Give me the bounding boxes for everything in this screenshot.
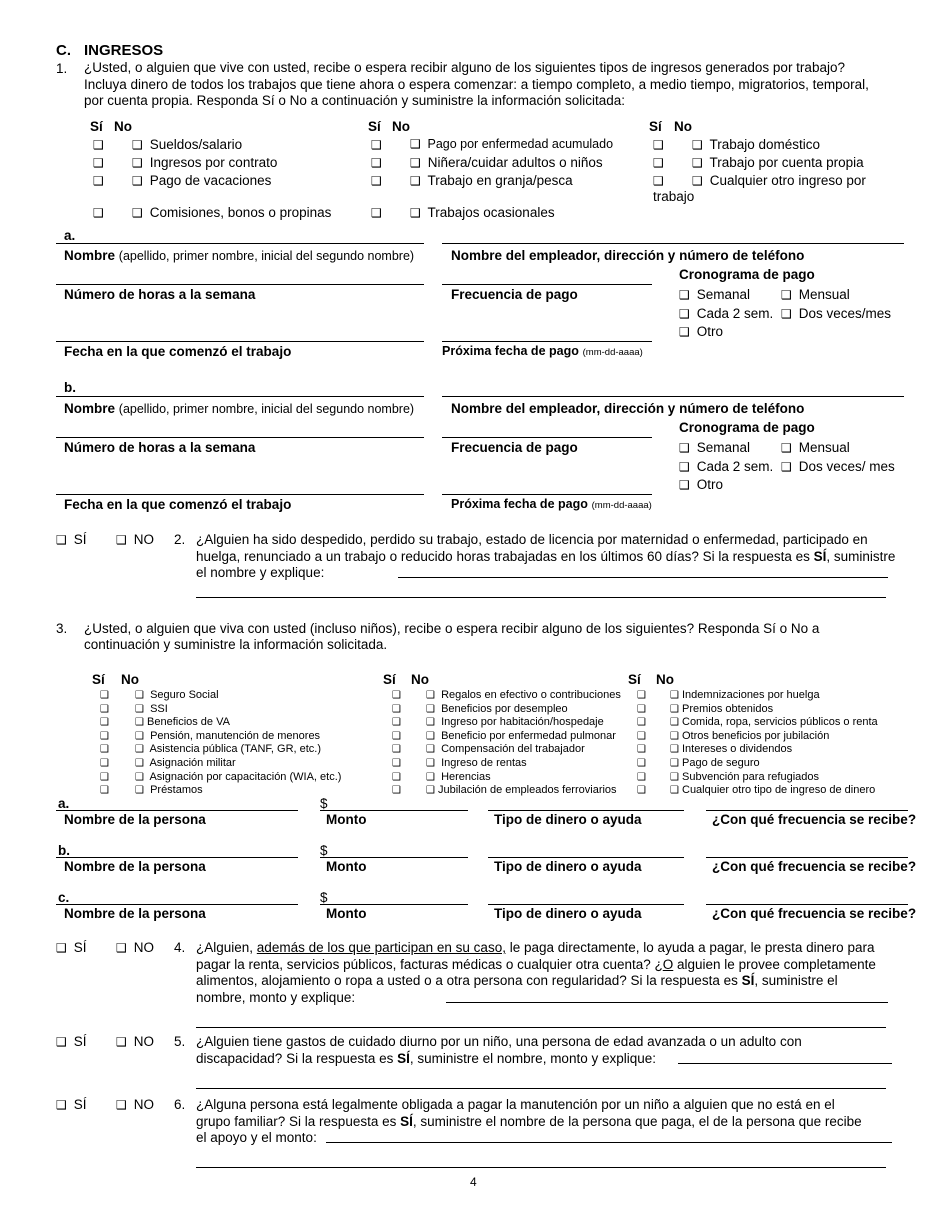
checkbox-icon[interactable]: ❑ <box>56 1098 67 1112</box>
checkbox-icon[interactable]: ❑ <box>135 771 144 783</box>
checkbox-icon[interactable]: ❑ <box>637 771 646 783</box>
checkbox-icon[interactable]: ❑ <box>426 717 435 729</box>
section-title: INGRESOS <box>84 42 164 59</box>
checkbox-icon[interactable]: ❑ <box>637 690 646 701</box>
money-b-amount-line[interactable] <box>320 857 468 858</box>
checkbox-icon[interactable]: ❑ <box>426 757 435 769</box>
checkbox-icon[interactable]: ❑ <box>426 690 435 701</box>
checkbox-icon[interactable]: ❑ <box>392 717 401 729</box>
money-b-letter: b. <box>58 843 70 858</box>
q3-col2-yes-header: Sí <box>383 672 396 687</box>
yes-checkbox-icon[interactable]: ❑ <box>371 156 382 170</box>
q1-item-label-cont: trabajo <box>653 189 695 204</box>
checkbox-icon[interactable]: ❑ <box>637 730 646 742</box>
checkbox-icon[interactable]: ❑ <box>426 703 435 715</box>
job-b-twice-option[interactable]: ❑ Dos veces/ mes <box>781 459 895 474</box>
q6-answer-line-1[interactable] <box>326 1142 892 1143</box>
job-a-twice-option[interactable]: ❑ Dos veces/mes <box>781 306 892 321</box>
money-c-amount-label: Monto <box>326 906 367 921</box>
money-b-freq-line[interactable] <box>706 857 908 858</box>
q6-text: ¿Alguna persona está legalmente obligada a pagar la manutención por un niño a alguien que no está en el grupo familiar? Si la respuesta es SÍ, suministre el nombre de la persona que paga, el de la persona que recibe el apoyo y el monto: <box>196 1097 862 1145</box>
q1-number: 1. <box>56 61 68 76</box>
no-checkbox-icon[interactable]: ❑ <box>132 156 143 170</box>
q5-text: ¿Alguien tiene gastos de cuidado diurno por un niño, una persona de edad avanzada o un adulto con discapacidad? Si la respuesta es SÍ, suministre el nombre, monto y explique: <box>196 1034 802 1066</box>
checkbox-icon[interactable]: ❑ <box>670 717 679 729</box>
q3-col1-yes-header: Sí <box>92 672 105 687</box>
checkbox-icon[interactable]: ❑ <box>781 441 792 455</box>
job-a-next-field[interactable]: Próxima fecha de pago (mm-dd-aaaa) <box>442 344 643 358</box>
checkbox-icon[interactable]: ❑ <box>56 1035 67 1049</box>
q4-no-option[interactable]: ❑ NO <box>116 940 155 955</box>
no-checkbox-icon[interactable]: ❑ <box>132 138 143 152</box>
q1-col1-no-header: No <box>114 119 132 134</box>
q3-col3-yes-header: Sí <box>628 672 641 687</box>
money-c-freq-label: ¿Con qué frecuencia se recibe? <box>712 906 917 921</box>
job-a-letter: a. <box>64 228 76 243</box>
checkbox-icon[interactable]: ❑ <box>670 703 679 715</box>
checkbox-icon[interactable]: ❑ <box>679 460 690 474</box>
q4-yes-option[interactable]: ❑ SÍ <box>56 940 87 955</box>
money-c-person-line[interactable] <box>56 904 298 905</box>
job-b-schedule-label: Cronograma de pago <box>679 420 815 435</box>
checkbox-icon[interactable]: ❑ <box>679 441 690 455</box>
job-b-monthly-option[interactable]: ❑ Mensual <box>781 440 850 455</box>
job-a-biweekly-option[interactable]: ❑ Cada 2 sem. <box>679 306 774 321</box>
q1-col1-yes-header: Sí <box>90 119 103 134</box>
q6-yes-option[interactable]: ❑ SÍ <box>56 1097 87 1112</box>
job-b-other-option[interactable]: ❑ Otro <box>679 477 724 492</box>
checkbox-icon[interactable]: ❑ <box>116 1098 127 1112</box>
checkbox-icon[interactable]: ❑ <box>426 744 435 756</box>
no-checkbox-icon[interactable]: ❑ <box>410 156 421 170</box>
job-a-start-field[interactable]: Fecha en la que comenzó el trabajo <box>64 344 292 359</box>
checkbox-icon[interactable]: ❑ <box>670 771 679 783</box>
checkbox-icon[interactable]: ❑ <box>637 757 646 769</box>
checkbox-icon[interactable]: ❑ <box>100 744 109 756</box>
money-b-person-label: Nombre de la persona <box>64 859 206 874</box>
money-c-amount-line[interactable] <box>320 904 468 905</box>
q3-col1-no-header: No <box>121 672 139 687</box>
q2-no-option[interactable]: ❑ NO <box>116 532 155 547</box>
q1-item-label: Trabajo por cuenta propia <box>709 155 864 170</box>
checkbox-icon[interactable]: ❑ <box>637 785 646 797</box>
q1-item-label: Trabajos ocasionales <box>427 205 555 220</box>
checkbox-icon[interactable]: ❑ <box>100 730 109 742</box>
q5-yes-option[interactable]: ❑ SÍ <box>56 1034 87 1049</box>
checkbox-icon[interactable]: ❑ <box>670 744 679 756</box>
q3-col1-yes-boxes <box>100 689 112 798</box>
no-checkbox-icon[interactable]: ❑ <box>410 174 421 188</box>
q1-col3-no-header: No <box>674 119 692 134</box>
money-a-type-label: Tipo de dinero o ayuda <box>494 812 642 827</box>
checkbox-icon[interactable]: ❑ <box>392 771 401 783</box>
job-b-name-field[interactable] <box>64 401 414 418</box>
job-a-hours-field[interactable]: Número de horas a la semana <box>64 287 256 302</box>
checkbox-icon[interactable]: ❑ <box>135 690 144 701</box>
q1-item-label: Trabajo doméstico <box>709 137 821 152</box>
checkbox-icon[interactable]: ❑ <box>392 690 401 701</box>
q1-item-label: Pago por enfermedad acumulado <box>427 137 614 151</box>
section-letter: C. <box>56 42 71 59</box>
money-c-type-label: Tipo de dinero o ayuda <box>494 906 642 921</box>
yes-checkbox-icon[interactable]: ❑ <box>93 138 104 152</box>
q1-text: ¿Usted, o alguien que vive con usted, recibe o espera recibir alguno de los siguientes tipos de ingresos generados por trabajo? Incluya dinero de todos los trabajos que tiene ahora o espera comenzar: a tiempo completo, a medio tiempo, migratorios, temporal, por cuenta propia. Responda Sí o No a continuación y suministre la información solicitada: <box>84 60 869 108</box>
job-b-next-field[interactable]: Próxima fecha de pago (mm-dd-aaaa) <box>451 497 652 511</box>
no-checkbox-icon[interactable]: ❑ <box>692 156 703 170</box>
checkbox-icon[interactable]: ❑ <box>670 785 679 797</box>
checkbox-icon[interactable]: ❑ <box>426 771 435 783</box>
checkbox-icon[interactable]: ❑ <box>100 757 109 769</box>
yes-checkbox-icon[interactable]: ❑ <box>93 206 104 220</box>
checkbox-icon[interactable]: ❑ <box>670 730 679 742</box>
q5-answer-line-2[interactable] <box>196 1088 886 1089</box>
q1-item-label: Trabajo en granja/pesca <box>427 173 573 188</box>
q3-col2-yes-boxes <box>392 689 404 798</box>
no-checkbox-icon[interactable]: ❑ <box>132 174 143 188</box>
money-b-amount-label: Monto <box>326 859 367 874</box>
checkbox-icon[interactable]: ❑ <box>679 307 690 321</box>
no-checkbox-icon[interactable]: ❑ <box>132 206 143 220</box>
q4-answer-line-1[interactable] <box>446 1002 888 1003</box>
job-b-weekly-option[interactable]: ❑ Semanal <box>679 440 751 455</box>
money-b-type-label: Tipo de dinero o ayuda <box>494 859 642 874</box>
checkbox-icon[interactable]: ❑ <box>100 717 109 729</box>
q4-number: 4. <box>174 940 186 955</box>
q1-col2-yes-header: Sí <box>368 119 381 134</box>
money-a-person-line[interactable] <box>56 810 298 811</box>
yes-checkbox-icon[interactable]: ❑ <box>371 206 382 220</box>
checkbox-icon[interactable]: ❑ <box>637 703 646 715</box>
checkbox-icon[interactable]: ❑ <box>637 717 646 729</box>
checkbox-icon[interactable]: ❑ <box>56 533 67 547</box>
q4-answer-line-2[interactable] <box>196 1027 886 1028</box>
money-a-person-label: Nombre de la persona <box>64 812 206 827</box>
q3-col3-yes-boxes <box>637 689 649 798</box>
money-a-freq-line[interactable] <box>706 810 908 811</box>
yes-checkbox-icon[interactable]: ❑ <box>93 156 104 170</box>
job-b-letter: b. <box>64 380 76 395</box>
yes-checkbox-icon[interactable]: ❑ <box>653 156 664 170</box>
job-b-employer-field[interactable]: Nombre del empleador, dirección y número de teléfono <box>451 401 805 416</box>
checkbox-icon[interactable]: ❑ <box>56 941 67 955</box>
q6-no-option[interactable]: ❑ NO <box>116 1097 155 1112</box>
q1-row <box>93 137 107 154</box>
q2-answer-line-1[interactable] <box>398 577 888 578</box>
checkbox-icon[interactable]: ❑ <box>135 730 144 742</box>
money-b-type-line[interactable] <box>488 857 684 858</box>
q1-item-label: Pago de vacaciones <box>149 173 272 188</box>
name-label: Nombre <box>64 401 116 416</box>
money-a-amount-line[interactable] <box>320 810 468 811</box>
money-c-person-label: Nombre de la persona <box>64 906 206 921</box>
money-b-dollar: $ <box>320 843 328 858</box>
job-a-other-option[interactable]: ❑ Otro <box>679 324 724 339</box>
checkbox-icon[interactable]: ❑ <box>135 785 144 797</box>
yes-checkbox-icon[interactable]: ❑ <box>653 138 664 152</box>
checkbox-icon[interactable]: ❑ <box>100 785 109 797</box>
yes-checkbox-icon[interactable]: ❑ <box>371 138 382 152</box>
money-b-freq-label: ¿Con qué frecuencia se recibe? <box>712 859 917 874</box>
checkbox-icon[interactable]: ❑ <box>135 757 144 769</box>
checkbox-icon[interactable]: ❑ <box>100 690 109 701</box>
yes-checkbox-icon[interactable]: ❑ <box>93 174 104 188</box>
job-b-biweekly-option[interactable]: ❑ Cada 2 sem. <box>679 459 774 474</box>
q1-col3-yes-header: Sí <box>649 119 662 134</box>
q2-answer-line-2[interactable] <box>196 597 886 598</box>
checkbox-icon[interactable]: ❑ <box>100 703 109 715</box>
q3-number: 3. <box>56 621 68 636</box>
checkbox-icon[interactable]: ❑ <box>116 941 127 955</box>
q1-item-label: Cualquier otro ingreso por <box>709 173 866 188</box>
q3-col3-no-header: No <box>656 672 674 687</box>
money-c-freq-line[interactable] <box>706 904 908 905</box>
no-checkbox-icon[interactable]: ❑ <box>410 137 421 151</box>
checkbox-icon[interactable]: ❑ <box>781 288 792 302</box>
money-a-freq-label: ¿Con qué frecuencia se recibe? <box>712 812 917 827</box>
money-b-person-line[interactable] <box>56 857 298 858</box>
q1-row-no <box>132 137 242 154</box>
q3-col1-items: ❑ Seguro Social ❑ SSI ❑ Beneficios de VA ❑ Pensión, manutención de menores ❑ Asistencia pública (TANF, GR, etc.) ❑ Asignación militar ❑ Asignación por capacitación (WIA, etc.) ❑ Préstamos <box>135 689 342 797</box>
checkbox-icon[interactable]: ❑ <box>679 288 690 302</box>
q5-answer-line-1[interactable] <box>678 1063 892 1064</box>
q5-number: 5. <box>174 1034 186 1049</box>
q3-col3-items: ❑ Indemnizaciones por huelga ❑ Premios obtenidos ❑ Comida, ropa, servicios públicos o renta ❑ Otros beneficios por jubilación ❑ Intereses o dividendos ❑ Pago de seguro ❑ Subvención para refugiados ❑ Cualquier otro tipo de ingreso de dinero <box>670 689 878 797</box>
checkbox-icon[interactable]: ❑ <box>392 730 401 742</box>
checkbox-icon[interactable]: ❑ <box>116 533 127 547</box>
q2-yes-option[interactable]: ❑ SÍ <box>56 532 87 547</box>
q2-text: ¿Alguien ha sido despedido, perdido su trabajo, estado de licencia por maternidad o enfermedad, participado en huelga, renunciado a un trabajo o reducido horas trabajadas en los últimos 60 días? Si la respuesta es SÍ, suministre el nombre y explique: <box>196 532 896 580</box>
no-checkbox-icon[interactable]: ❑ <box>692 138 703 152</box>
checkbox-icon[interactable]: ❑ <box>670 757 679 769</box>
q1-item-label: Comisiones, bonos o propinas <box>149 205 332 220</box>
q1-item-label: Ingresos por contrato <box>149 155 278 170</box>
yes-checkbox-icon[interactable]: ❑ <box>653 174 664 188</box>
money-c-type-line[interactable] <box>488 904 684 905</box>
money-c-letter: c. <box>58 890 70 905</box>
checkbox-icon[interactable]: ❑ <box>392 757 401 769</box>
q6-answer-line-2[interactable] <box>196 1167 886 1168</box>
job-b-hours-field[interactable]: Número de horas a la semana <box>64 440 256 455</box>
checkbox-icon[interactable]: ❑ <box>392 785 401 797</box>
q1-item-label: Sueldos/salario <box>149 137 243 152</box>
q6-number: 6. <box>174 1097 186 1112</box>
money-c-dollar: $ <box>320 890 328 905</box>
name-hint: (apellido, primer nombre, inicial del segundo nombre) <box>118 249 415 263</box>
q3-col2-items: ❑ Regalos en efectivo o contribuciones ❑ Beneficios por desempleo ❑ Ingreso por habitación/hospedaje ❑ Beneficio por enfermedad pulmonar ❑ Compensación del trabajador ❑ Ingreso de rentas ❑ Herencias ❑ Jubilación de empleados ferroviarios <box>426 689 621 797</box>
checkbox-icon[interactable]: ❑ <box>135 703 144 715</box>
job-a-monthly-option[interactable]: ❑ Mensual <box>781 287 850 302</box>
q1-item-label: Niñera/cuidar adultos o niños <box>427 155 603 170</box>
page-number: 4 <box>470 1175 477 1189</box>
q3-text: ¿Usted, o alguien que viva con usted (incluso niños), recibe o espera recibir alguno de los siguientes? Responda Sí o No a continuación y suministre la información solicitada. <box>84 621 820 652</box>
checkbox-icon[interactable]: ❑ <box>426 785 435 797</box>
q5-no-option[interactable]: ❑ NO <box>116 1034 155 1049</box>
checkbox-icon[interactable]: ❑ <box>100 771 109 783</box>
q2-number: 2. <box>174 532 186 547</box>
checkbox-icon[interactable]: ❑ <box>637 744 646 756</box>
money-a-type-line[interactable] <box>488 810 684 811</box>
checkbox-icon[interactable]: ❑ <box>426 730 435 742</box>
no-checkbox-icon[interactable]: ❑ <box>410 206 421 220</box>
checkbox-icon[interactable]: ❑ <box>392 703 401 715</box>
checkbox-icon[interactable]: ❑ <box>670 690 679 701</box>
no-checkbox-icon[interactable]: ❑ <box>692 174 703 188</box>
money-a-dollar: $ <box>320 796 328 811</box>
job-b-freq-field[interactable]: Frecuencia de pago <box>451 440 578 455</box>
q4-text: ¿Alguien, además de los que participan en su caso, le paga directamente, lo ayuda a pagar, le presta dinero para pagar la renta, servicios públicos, facturas médicas o cualquier otra cuenta? ¿O alguien le provee completamente alimentos, alojamiento o ropa a usted o a otra persona con regularidad? Si la respuesta es SÍ, suministre el nombre, monto y explique: <box>196 940 876 1005</box>
yes-checkbox-icon[interactable]: ❑ <box>371 174 382 188</box>
checkbox-icon[interactable]: ❑ <box>679 478 690 492</box>
name-hint: (apellido, primer nombre, inicial del segundo nombre) <box>118 402 415 416</box>
checkbox-icon[interactable]: ❑ <box>392 744 401 756</box>
name-label: Nombre <box>64 248 116 263</box>
job-a-employer-field[interactable]: Nombre del empleador, dirección y número de teléfono <box>451 248 805 263</box>
checkbox-icon[interactable]: ❑ <box>135 717 144 729</box>
checkbox-icon[interactable]: ❑ <box>781 460 792 474</box>
money-a-letter: a. <box>58 796 70 811</box>
job-a-schedule-label: Cronograma de pago <box>679 267 815 282</box>
q1-col2-no-header: No <box>392 119 410 134</box>
job-a-name-field[interactable] <box>64 248 414 265</box>
money-a-amount-label: Monto <box>326 812 367 827</box>
job-b-start-field[interactable]: Fecha en la que comenzó el trabajo <box>64 497 292 512</box>
checkbox-icon[interactable]: ❑ <box>116 1035 127 1049</box>
job-a-weekly-option[interactable]: ❑ Semanal <box>679 287 751 302</box>
checkbox-icon[interactable]: ❑ <box>135 744 144 756</box>
checkbox-icon[interactable]: ❑ <box>781 307 792 321</box>
checkbox-icon[interactable]: ❑ <box>679 325 690 339</box>
job-a-freq-field[interactable]: Frecuencia de pago <box>451 287 578 302</box>
q3-col2-no-header: No <box>411 672 429 687</box>
